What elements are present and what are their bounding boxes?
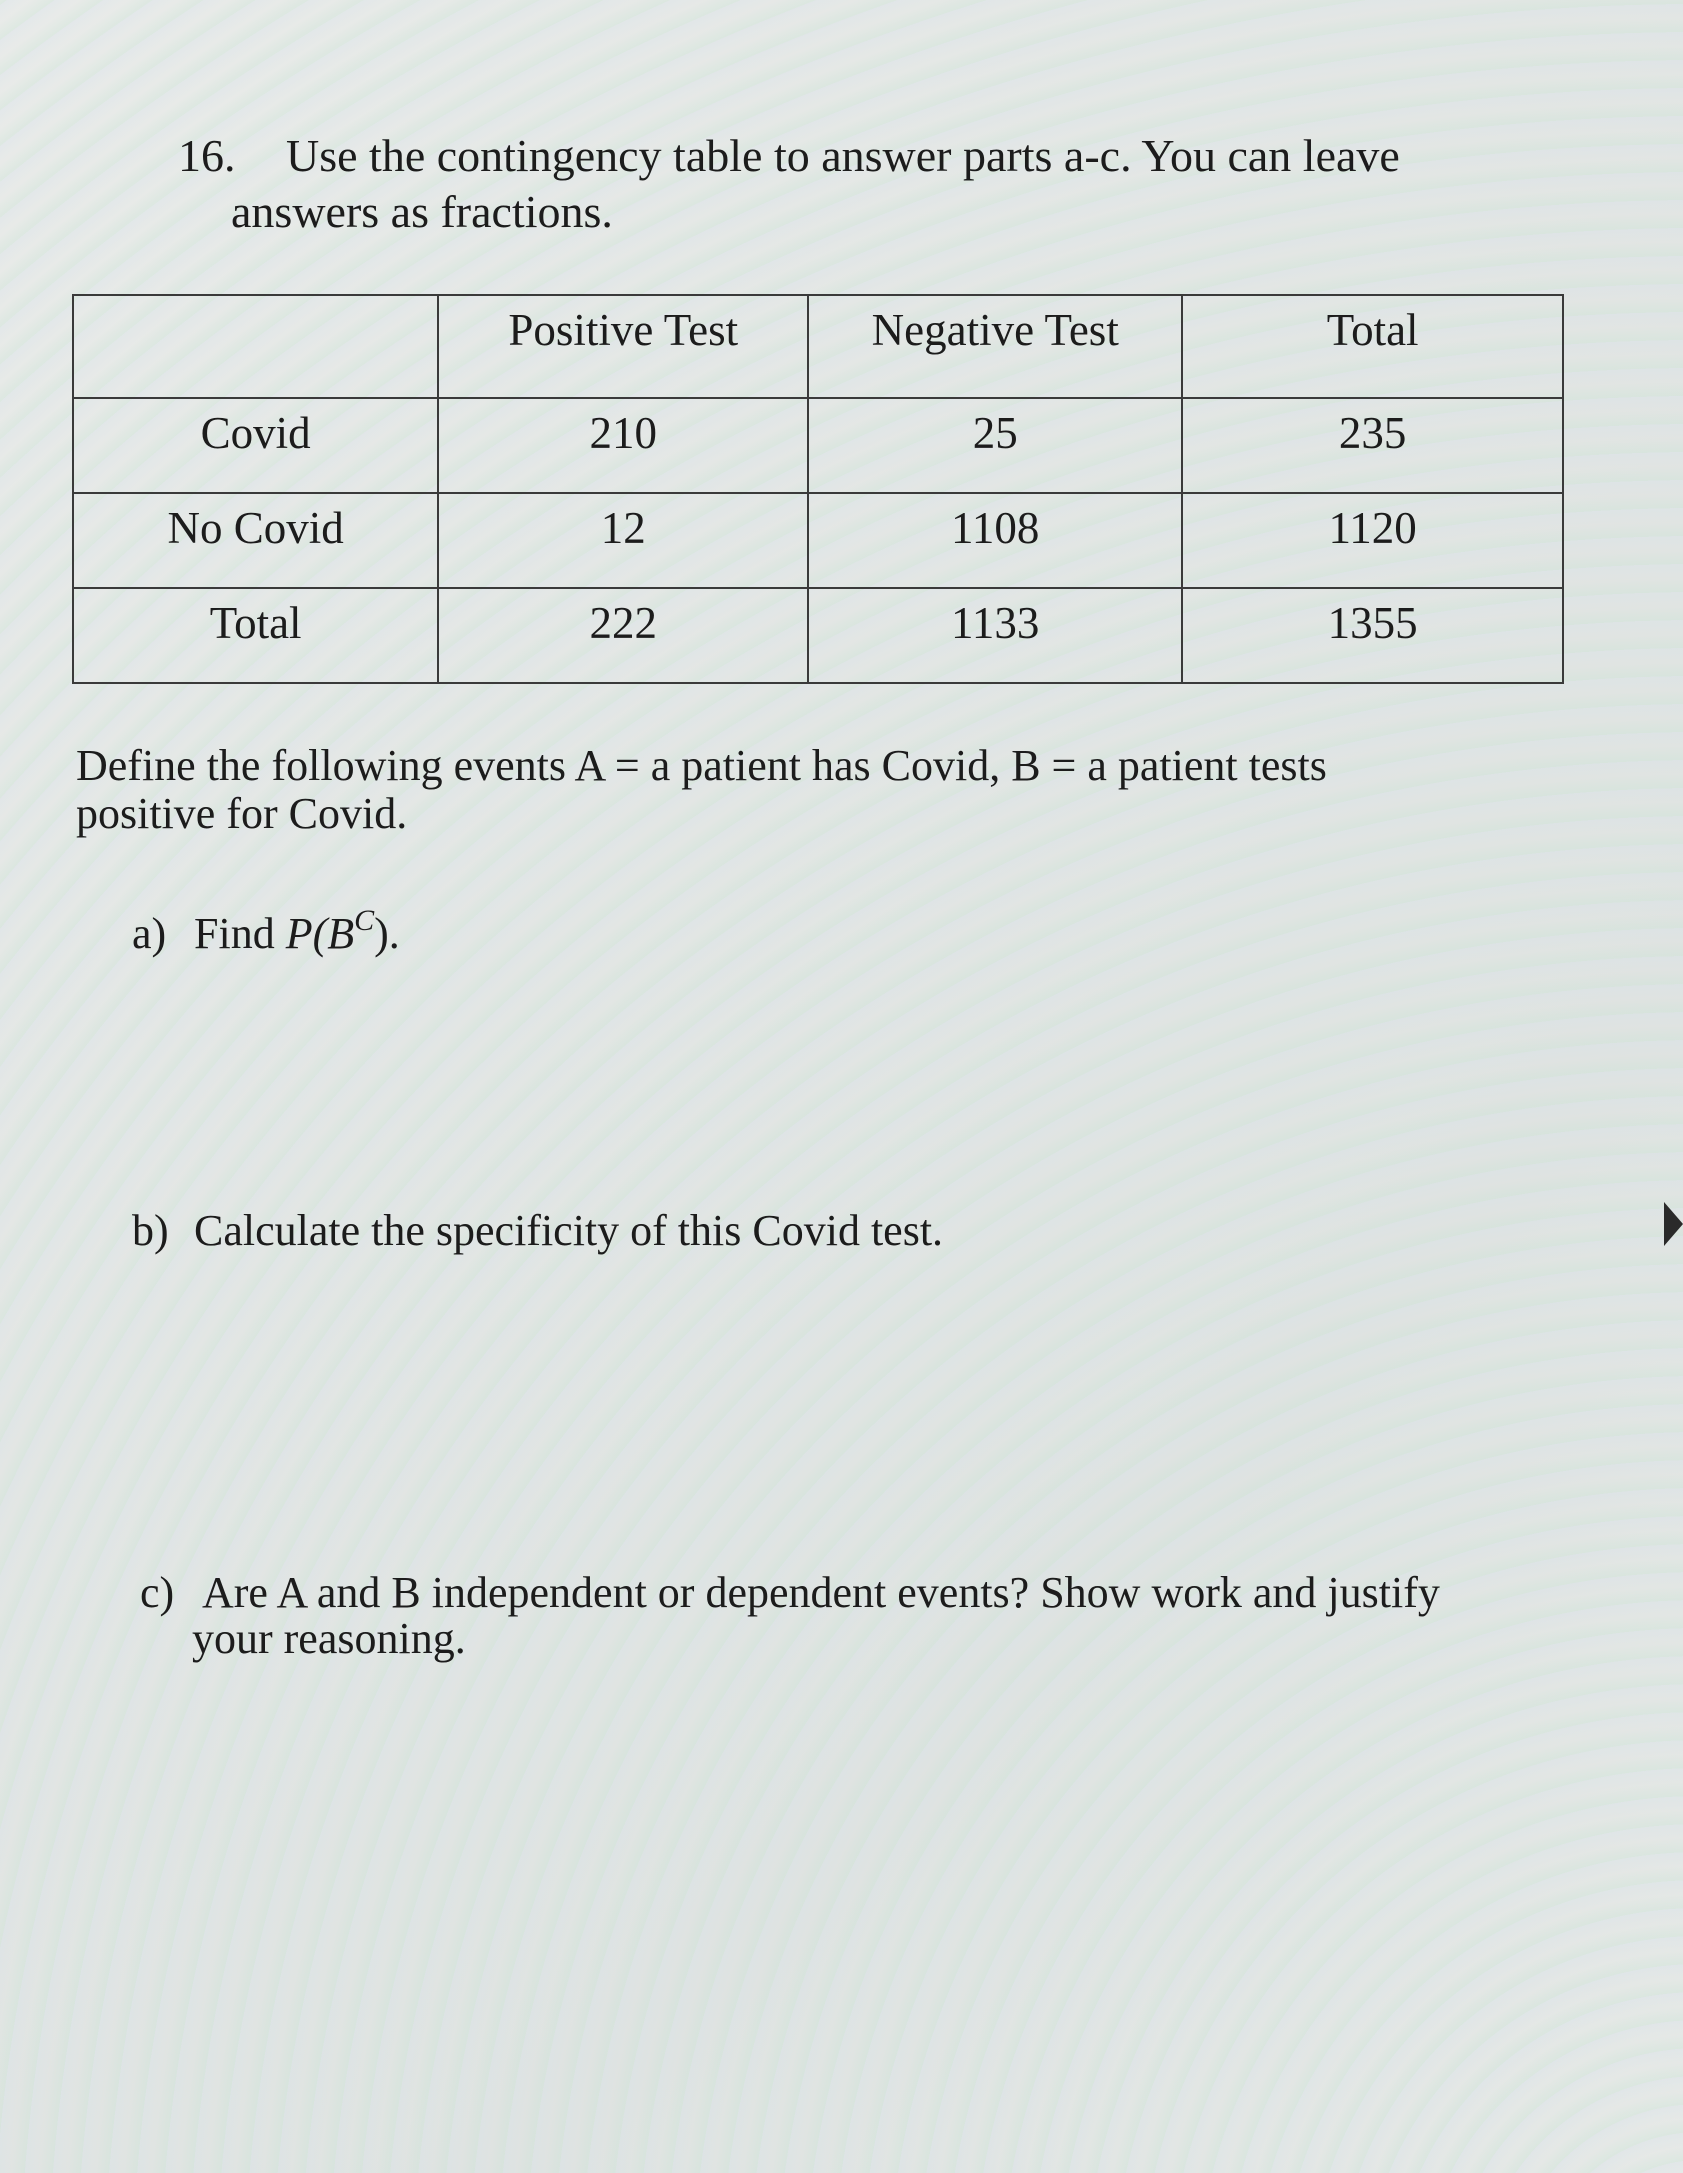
part-c-text-line1: Are A and B independent or dependent events? Show work and justify — [202, 1568, 1440, 1617]
table-row — [73, 493, 1563, 588]
table-cell: 210 — [438, 398, 808, 493]
contingency-table — [72, 294, 1564, 684]
table-cell: 1120 — [1182, 493, 1563, 588]
part-c-label: c) — [140, 1568, 175, 1617]
question-heading — [178, 128, 1478, 240]
part-b-label: b) — [132, 1206, 169, 1255]
table-cell: 1133 — [808, 588, 1182, 683]
part-c — [140, 1570, 1480, 1662]
question-text-line1: Use the contingency table to answer parts a-c. You can leave — [286, 130, 1400, 181]
part-b-text: Calculate the specificity of this Covid test. — [194, 1206, 944, 1255]
question-number: 16. — [178, 130, 236, 181]
part-a-math-open: P(B — [285, 909, 355, 958]
table-row — [73, 588, 1563, 683]
table-cell: 222 — [438, 588, 808, 683]
table-row — [73, 398, 1563, 493]
table-header-cell — [73, 295, 438, 398]
part-a-superscript: C — [354, 904, 375, 937]
table-cell: 12 — [438, 493, 808, 588]
table-cell: 1355 — [1182, 588, 1563, 683]
question-text-line2: answers as fractions. — [231, 186, 613, 237]
row-label: Total — [73, 588, 438, 683]
table-header-cell: Negative Test — [808, 295, 1182, 398]
event-definitions — [76, 742, 1476, 838]
part-a-label: a) — [132, 909, 167, 958]
part-a-prefix: Find — [194, 909, 286, 958]
table-cell: 25 — [808, 398, 1182, 493]
definition-line2: positive for Covid. — [76, 789, 408, 838]
table-cell: 1108 — [808, 493, 1182, 588]
table-header-cell: Positive Test — [438, 295, 808, 398]
table-header-cell: Total — [1182, 295, 1563, 398]
part-a-math-close: ). — [374, 909, 400, 958]
part-b — [132, 1208, 943, 1254]
table-cell: 235 — [1182, 398, 1563, 493]
mouse-cursor-icon — [1664, 1202, 1683, 1246]
row-label: No Covid — [73, 493, 438, 588]
table-header-row — [73, 295, 1563, 398]
part-a — [132, 898, 400, 957]
definition-line1: Define the following events A = a patient has Covid, B = a patient tests — [76, 741, 1327, 790]
part-c-text-line2: your reasoning. — [192, 1614, 466, 1663]
row-label: Covid — [73, 398, 438, 493]
